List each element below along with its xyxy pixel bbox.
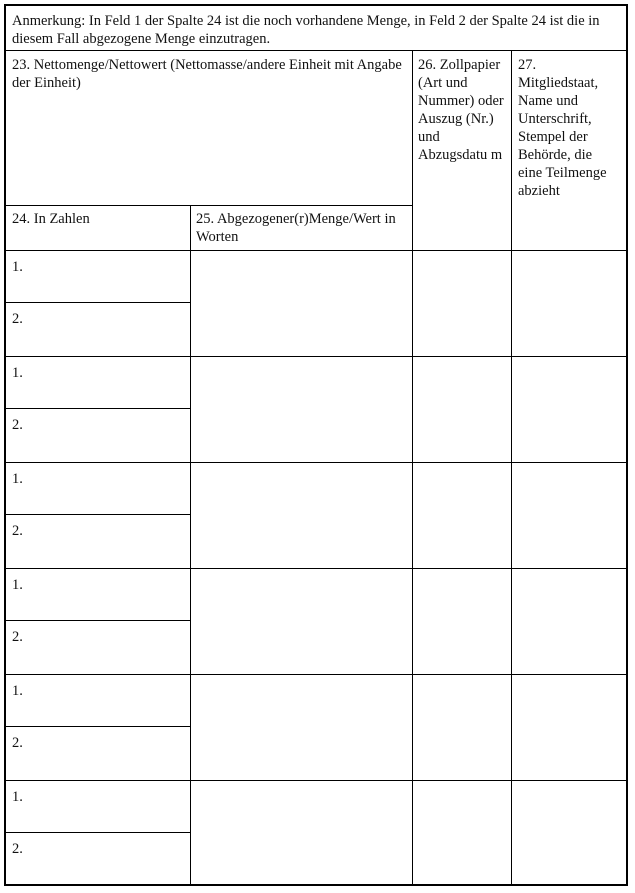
col27-header: 27. Mitgliedstaat, Name und Unterschrift, Stempel der Behörde, die eine Teilmenge abzieht (518, 57, 607, 199)
field-2-label: 2. (12, 311, 23, 327)
divider (6, 620, 190, 621)
deduction-form-table (4, 4, 628, 886)
col24-header: 24. In Zahlen (12, 211, 90, 227)
field-1-label: 1. (12, 789, 23, 805)
field-2-label: 2. (12, 735, 23, 751)
field-1-label: 1. (12, 259, 23, 275)
col23-header: 23. Nettomenge/Nettowert (Nettomasse/andere Einheit mit Angabe der Einheit) (12, 57, 402, 91)
field-2-label: 2. (12, 841, 23, 857)
table-row (6, 569, 626, 675)
table-row (6, 675, 626, 781)
table-row (6, 357, 626, 463)
field-1-label: 1. (12, 577, 23, 593)
table-row (6, 781, 626, 885)
col26-header: 26. Zollpapier (Art und Nummer) oder Auszug (Nr.) und Abzugsdatu m (418, 57, 504, 163)
divider (6, 514, 190, 515)
field-1-label: 1. (12, 471, 23, 487)
divider (6, 832, 190, 833)
field-1-label: 1. (12, 683, 23, 699)
divider (6, 408, 190, 409)
field-2-label: 2. (12, 629, 23, 645)
col25-header: 25. Abgezogener(r)Menge/Wert in Worten (196, 211, 396, 245)
divider (6, 302, 190, 303)
field-1-label: 1. (12, 365, 23, 381)
divider (6, 50, 626, 51)
divider (6, 205, 412, 206)
form-note: Anmerkung: In Feld 1 der Spalte 24 ist die noch vorhandene Menge, in Feld 2 der Spalte 24 ist die in diesem Fall abgezogene Menge einzutragen. (12, 13, 600, 47)
field-2-label: 2. (12, 523, 23, 539)
table-row (6, 463, 626, 569)
field-2-label: 2. (12, 417, 23, 433)
table-row (6, 251, 626, 357)
divider (6, 726, 190, 727)
